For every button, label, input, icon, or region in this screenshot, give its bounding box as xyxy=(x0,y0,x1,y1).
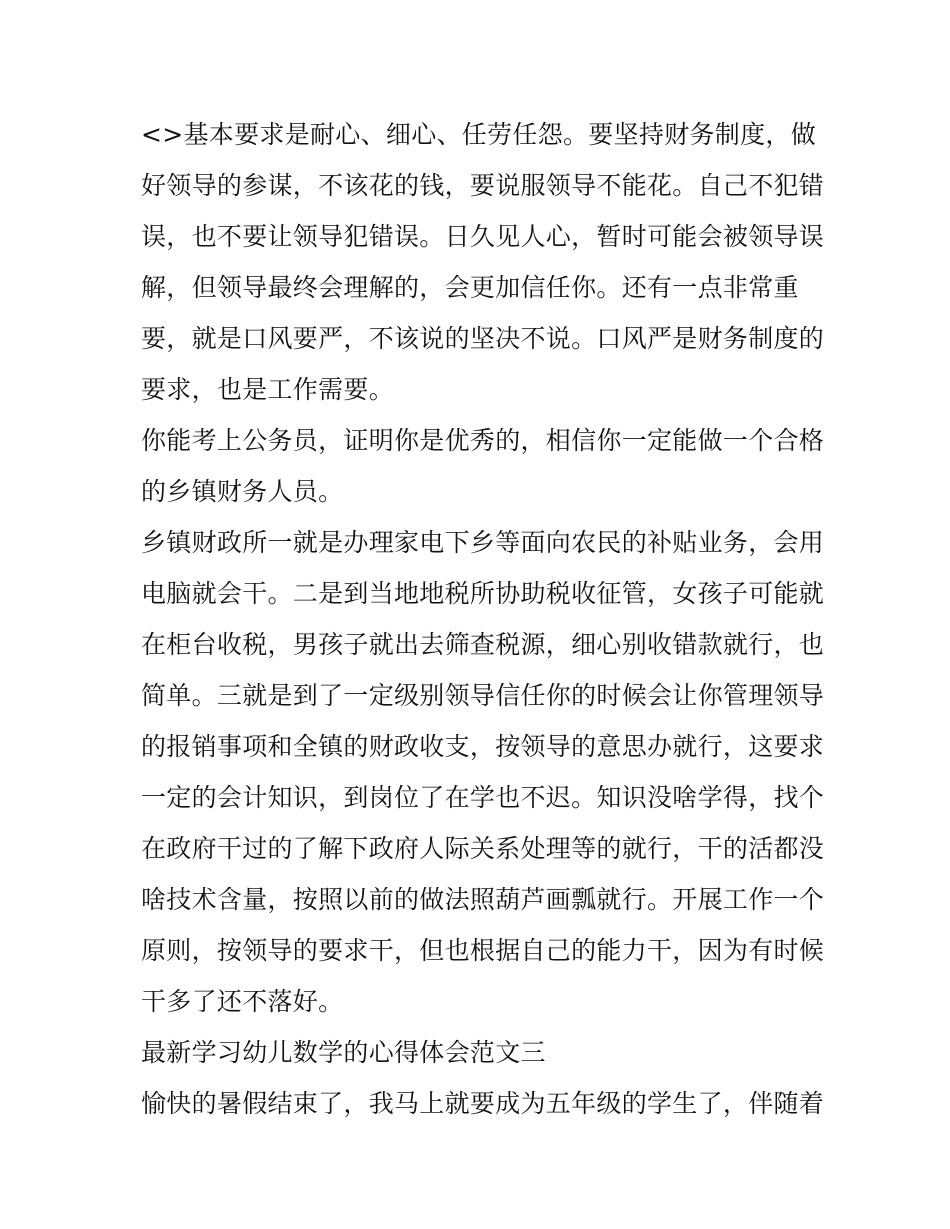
document-body xyxy=(141,109,825,1129)
text-line: 简单。三就是到了一定级别领导信任你的时候会让你管理领导 xyxy=(141,681,825,710)
text-line: 你能考上公务员，证明你是优秀的，相信你一定能做一个合格 xyxy=(141,426,825,455)
text-line: 愉快的暑假结束了，我马上就要成为五年级的学生了，伴随着 xyxy=(141,1089,825,1118)
text-line: 在柜台收税，男孩子就出去筛查税源，细心别收错款就行，也 xyxy=(141,630,825,659)
text-line: 要，就是口风要严，不该说的坚决不说。口风严是财务制度的 xyxy=(141,324,825,353)
text-line: 电脑就会干。二是到当地地税所协助税收征管，女孩子可能就 xyxy=(141,579,825,608)
text-line: 解，但领导最终会理解的，会更加信任你。还有一点非常重 xyxy=(141,273,799,302)
text-line: 在政府干过的了解下政府人际关系处理等的就行，干的活都没 xyxy=(141,834,825,863)
text-line: 乡镇财政所一就是办理家电下乡等面向农民的补贴业务，会用 xyxy=(141,528,825,557)
text-line: 好领导的参谋，不该花的钱，要说服领导不能花。自己不犯错 xyxy=(141,171,825,200)
text-line: 的乡镇财务人员。 xyxy=(141,477,344,506)
text-line: 一定的会计知识，到岗位了在学也不迟。知识没啥学得，找个 xyxy=(141,783,825,812)
section-heading: 最新学习幼儿数学的心得体会范文三 xyxy=(141,1038,546,1067)
text-line: 干多了还不落好。 xyxy=(141,987,344,1016)
text-line: 原则，按领导的要求干，但也根据自己的能力干，因为有时候 xyxy=(141,936,825,965)
text-line: 啥技术含量，按照以前的做法照葫芦画瓢就行。开展工作一个 xyxy=(141,885,825,914)
text-line: <>基本要求是耐心、细心、任劳任怨。要坚持财务制度，做 xyxy=(141,120,816,149)
text-line: 误，也不要让领导犯错误。日久见人心，暂时可能会被领导误 xyxy=(141,222,825,251)
text-line: 的报销事项和全镇的财政收支，按领导的意思办就行，这要求 xyxy=(141,732,825,761)
text-line: 要求，也是工作需要。 xyxy=(141,375,395,404)
